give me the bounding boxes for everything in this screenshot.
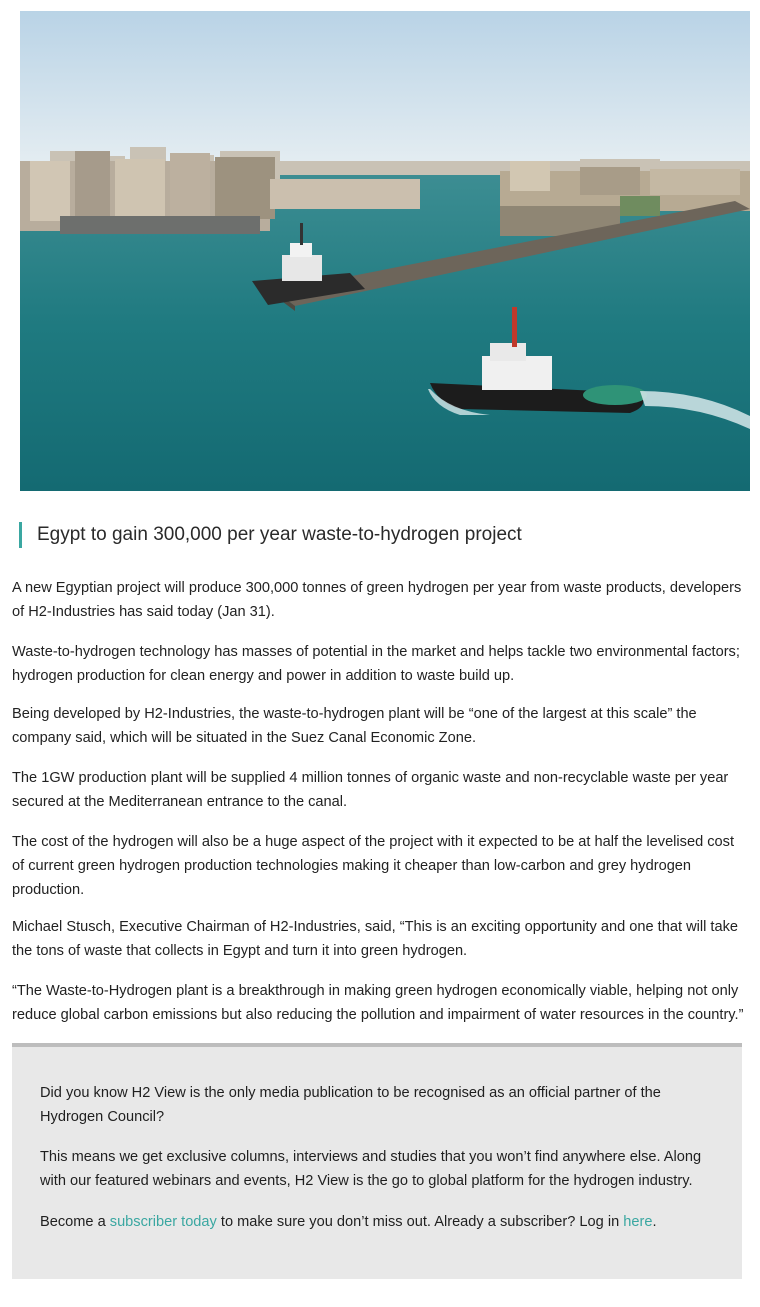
login-link[interactable]: here: [623, 1214, 653, 1230]
article-paragraph: The cost of the hydrogen will also be a huge aspect of the project with it expected to be at half the levelised cost of current green hydrogen production technologies making it cheaper than low-carbon and grey hydrogen production.: [12, 834, 735, 898]
article-paragraph: The 1GW production plant will be supplied 4 million tonnes of organic waste and non-recyclable waste per year secured at the Mediterranean entrance to the canal.: [12, 770, 729, 810]
promo-text: to make sure you don’t miss out. Already a subscriber? Log in: [216, 1214, 624, 1230]
article-paragraph: “The Waste-to-Hydrogen plant is a breakthrough in making green hydrogen economically viable, helping not only reduce global carbon emissions but also reducing the pollution and impairment of water resources in the country.”: [12, 983, 744, 1023]
article-paragraph: Being developed by H2-Industries, the waste-to-hydrogen plant will be “one of the largest at this scale” the company said, which will be situated in the Suez Canal Economic Zone.: [12, 706, 697, 746]
promo-call-to-action: [40, 1210, 715, 1234]
promo-paragraph: This means we get exclusive columns, interviews and studies that you won’t find anywhere else. Along with our featured webinars and events, H2 View is the go to global platform for the hydrogen industry.: [40, 1149, 702, 1189]
subscribe-link[interactable]: subscriber today: [109, 1214, 217, 1230]
promo-text: Become a: [40, 1214, 110, 1230]
headline-accent: [19, 522, 522, 548]
subscription-promo-box: [12, 1043, 742, 1279]
article-title: Egypt to gain 300,000 per year waste-to-hydrogen project: [37, 524, 522, 545]
article-paragraph: Waste-to-hydrogen technology has masses of potential in the market and helps tackle two environmental factors; hydrogen production for clean energy and power in addition to waste build up.: [12, 644, 740, 684]
promo-paragraph: Did you know H2 View is the only media publication to be recognised as an official partner of the Hydrogen Council?: [40, 1085, 661, 1125]
harbor-photo-icon: [20, 11, 750, 491]
article-paragraph: A new Egyptian project will produce 300,000 tonnes of green hydrogen per year from waste products, developers of H2-Industries has said today (Jan 31).: [12, 580, 742, 620]
promo-text: .: [652, 1214, 657, 1230]
hero-image: [20, 11, 750, 491]
article-paragraph: Michael Stusch, Executive Chairman of H2-Industries, said, “This is an exciting opportunity and one that will take the tons of waste that collects in Egypt and turn it into green hydrogen.: [12, 919, 738, 959]
